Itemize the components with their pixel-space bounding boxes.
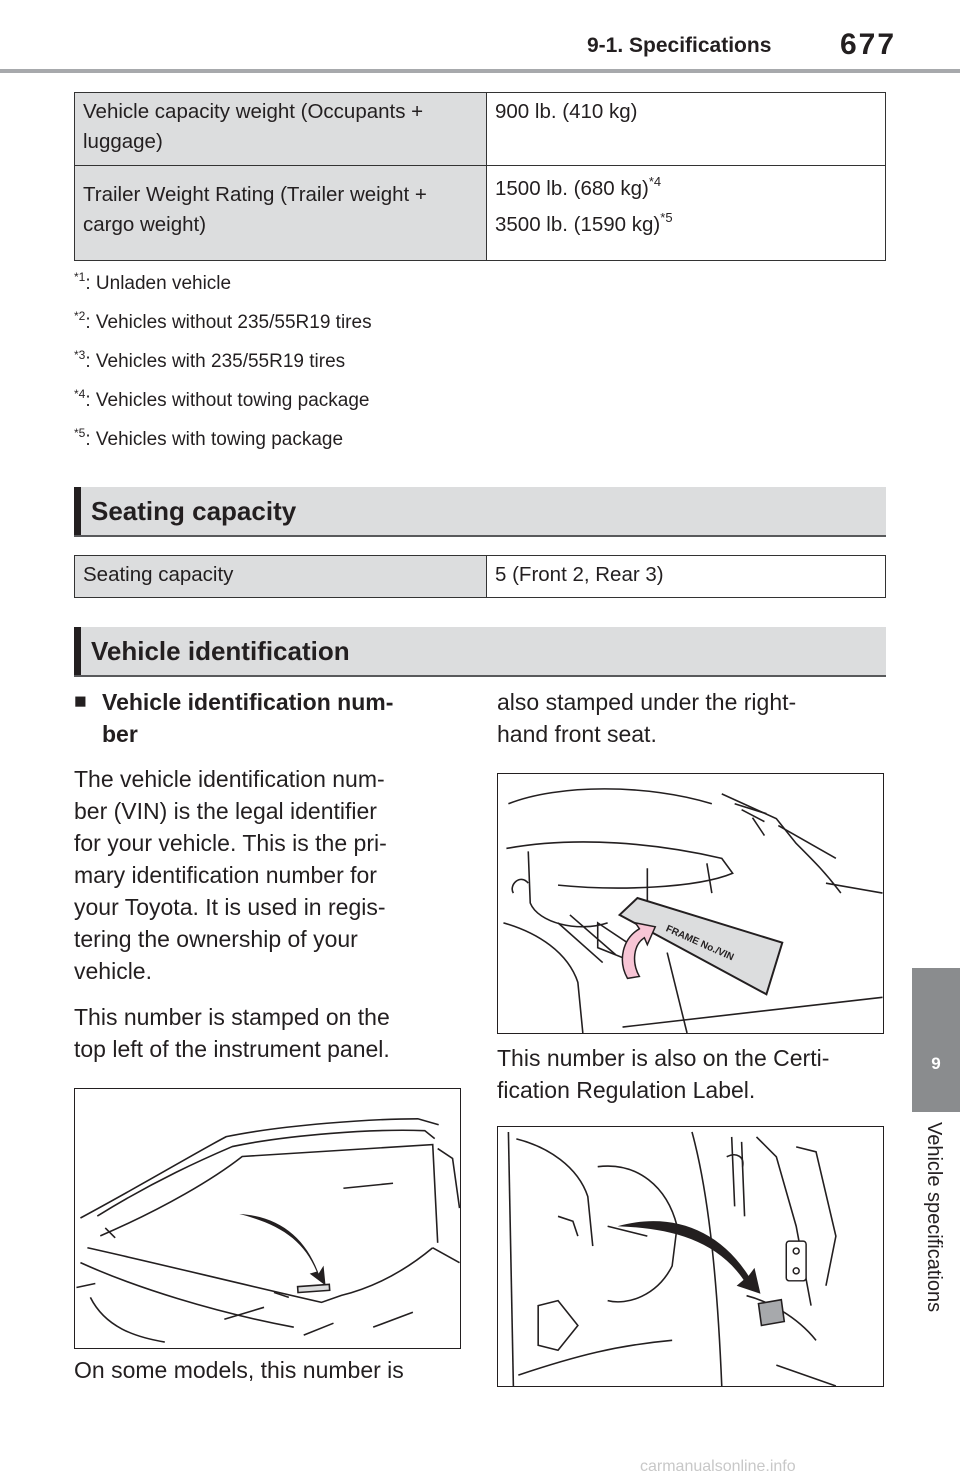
chapter-tab[interactable] [912, 968, 960, 1112]
footnote-mark: *5 [74, 426, 86, 440]
subheading [74, 686, 464, 750]
footnote [74, 420, 674, 459]
pointer-arrow-icon [618, 1221, 761, 1294]
text-line: On some models, this number is [74, 1357, 404, 1383]
vin-plate-label: FRAME No./VIN [663, 923, 736, 964]
table-cell-label: Seating capacity [75, 556, 487, 598]
footnotes [74, 264, 674, 459]
table-cell-value: 900 lb. (410 kg) [487, 93, 886, 166]
footnote [74, 303, 674, 342]
text-line: ber (VIN) is the legal identifier [74, 798, 377, 824]
table-row [75, 166, 886, 261]
vin-plate [620, 898, 783, 994]
paragraph [497, 1042, 829, 1106]
text-line: The vehicle identification num- [74, 766, 385, 792]
text-line: top left of the instrument panel. [74, 1036, 390, 1062]
subheading-line: Vehicle identification num- [102, 689, 394, 715]
table-cell-value [487, 166, 886, 261]
chapter-title: Vehicle specifications [923, 1122, 945, 1313]
table-cell-label: Vehicle capacity weight (Occupants + luggage) [75, 93, 487, 166]
door-hinge [786, 1241, 806, 1281]
footnote [74, 381, 674, 420]
curved-arrow-icon [622, 923, 655, 979]
value-text: 3500 lb. (1590 kg) [495, 213, 661, 236]
page-number: 677 [840, 28, 897, 61]
section-accent [74, 627, 81, 675]
footnote-mark: *3 [74, 348, 86, 362]
section-title: 9-1. Specifications [587, 34, 772, 57]
text-line: fication Regulation Label. [497, 1077, 756, 1103]
windshield-vin-illustration [74, 1088, 461, 1349]
table-cell-label: Trailer Weight Rating (Trailer weight + cargo weight) [75, 166, 487, 261]
text-line: This number is stamped on the [74, 1004, 390, 1030]
text-line: vehicle. [74, 958, 152, 984]
seating-table [74, 555, 886, 598]
text-line: This number is also on the Certi- [497, 1045, 830, 1071]
watermark: carmanualsonline.info [640, 1458, 796, 1475]
footnote-ref[interactable]: *4 [648, 174, 662, 189]
square-bullet-icon: ■ [74, 690, 87, 713]
paragraph [497, 686, 796, 750]
footnote-mark: *1 [74, 270, 86, 284]
text-line: also stamped under the right- [497, 689, 797, 715]
section-header-seating [74, 487, 886, 537]
seat-floor-drawing [498, 774, 883, 1033]
vin-location-mark [298, 1284, 330, 1292]
vin-under-seat-illustration [497, 773, 884, 1034]
paragraph [74, 1001, 390, 1065]
footnote-mark: *4 [74, 387, 86, 401]
capacity-table [74, 92, 886, 261]
footnote [74, 342, 674, 381]
pointer-arrow-icon [239, 1214, 325, 1285]
paragraph [74, 1354, 404, 1386]
section-accent [74, 487, 81, 535]
footnote-text: : Unladen vehicle [85, 273, 232, 294]
chapter-number: 9 [931, 1054, 941, 1073]
chapter-title-vertical [922, 1122, 952, 1382]
footnote-mark: *2 [74, 309, 86, 323]
table-row [75, 556, 886, 598]
windshield-drawing [75, 1089, 460, 1348]
header-divider [0, 69, 960, 73]
text-line: hand front seat. [497, 721, 657, 747]
section-title: Vehicle identification [91, 636, 350, 666]
text-line: your Toyota. It is used in regis- [74, 894, 386, 920]
footnote-text: : Vehicles without towing package [85, 390, 370, 411]
footnote-text: : Vehicles without 235/55R19 tires [85, 312, 372, 333]
certification-label-mark [758, 1300, 784, 1326]
table-row [75, 93, 886, 166]
door-sill-drawing [498, 1127, 883, 1386]
text-line: for your vehicle. This is the pri- [74, 830, 387, 856]
certification-label-illustration [497, 1126, 884, 1387]
footnote-ref[interactable]: *5 [660, 210, 673, 225]
subheading-line: ber [102, 721, 138, 747]
footnote-text: : Vehicles with 235/55R19 tires [85, 351, 346, 372]
section-header-identification [74, 627, 886, 677]
paragraph [74, 763, 387, 987]
text-line: mary identification number for [74, 862, 377, 888]
table-cell-value: 5 (Front 2, Rear 3) [487, 556, 886, 598]
footnote [74, 264, 674, 303]
text-line: tering the ownership of your [74, 926, 358, 952]
value-text: 1500 lb. (680 kg) [495, 177, 649, 200]
section-title: Seating capacity [91, 496, 297, 526]
footnote-text: : Vehicles with towing package [85, 429, 344, 450]
